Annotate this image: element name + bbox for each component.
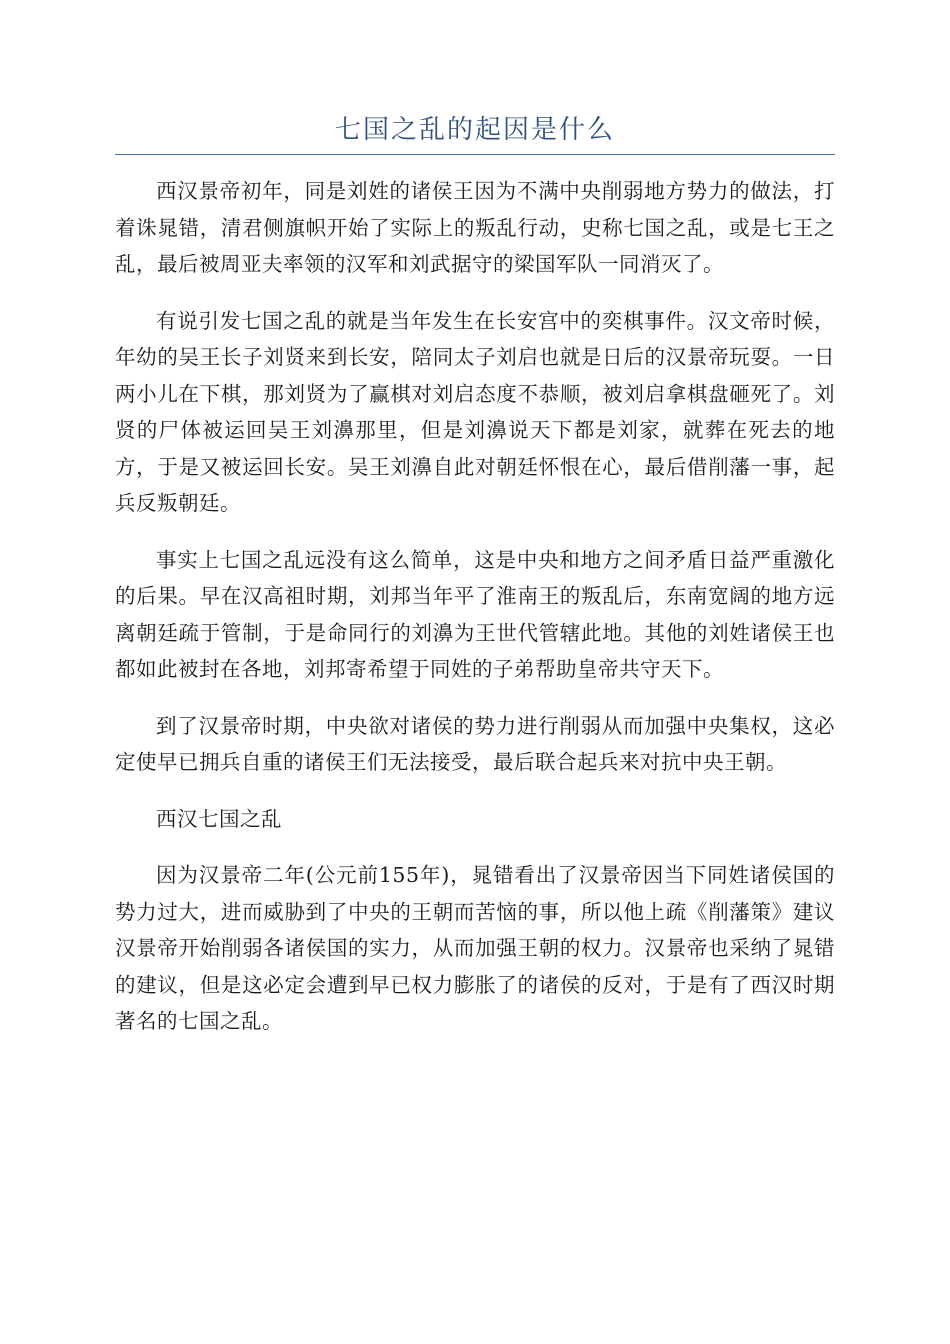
- paragraph-2: 有说引发七国之乱的就是当年发生在长安宫中的奕棋事件。汉文帝时候，年幼的吴王长子刘贤来到长安，陪同太子刘启也就是日后的汉景帝玩耍。一日两小儿在下棋，那刘贤为了赢棋对刘启态度不恭顺，被刘启拿棋盘砸死了。刘贤的尸体被运回吴王刘濞那里，但是刘濞说天下都是刘家，就葬在死去的地方，于是又被运回长安。吴王刘濞自此对朝廷怀恨在心，最后借削藩一事，起兵反叛朝廷。: [115, 308, 835, 515]
- paragraph-5: 因为汉景帝二年(公元前155年)，晁错看出了汉景帝因当下同姓诸侯国的势力过大，进而威胁到了中央的王朝而苦恼的事，所以他上疏《削藩策》建议汉景帝开始削弱各诸侯国的实力，从而加强王朝的权力。汉景帝也采纳了晁错的建议，但是这必定会遭到早已权力膨胀了的诸侯的反对，于是有了西汉时期著名的七国之乱。: [115, 863, 835, 1033]
- paragraph-1: 西汉景帝初年，同是刘姓的诸侯王因为不满中央削弱地方势力的做法，打着诛晁错，清君侧旗帜开始了实际上的叛乱行动，史称七国之乱，或是七王之乱，最后被周亚夫率领的汉军和刘武据守的梁国军队一同消灭了。: [115, 179, 835, 276]
- document-page: [115, 108, 835, 1060]
- paragraph-3: 事实上七国之乱远没有这么简单，这是中央和地方之间矛盾日益严重激化的后果。早在汉高祖时期，刘邦当年平了淮南王的叛乱后，东南宽阔的地方远离朝廷疏于管制，于是命同行的刘濞为王世代管辖此地。其他的刘姓诸侯王也都如此被封在各地，刘邦寄希望于同姓的子弟帮助皇帝共守天下。: [115, 547, 835, 681]
- document-body: [115, 173, 835, 1040]
- section-heading: 西汉七国之乱: [156, 806, 282, 831]
- page-title: 七国之乱的起因是什么: [115, 108, 835, 155]
- paragraph-4: 到了汉景帝时期，中央欲对诸侯的势力进行削弱从而加强中央集权，这必定使早已拥兵自重的诸侯王们无法接受，最后联合起兵来对抗中央王朝。: [115, 713, 835, 774]
